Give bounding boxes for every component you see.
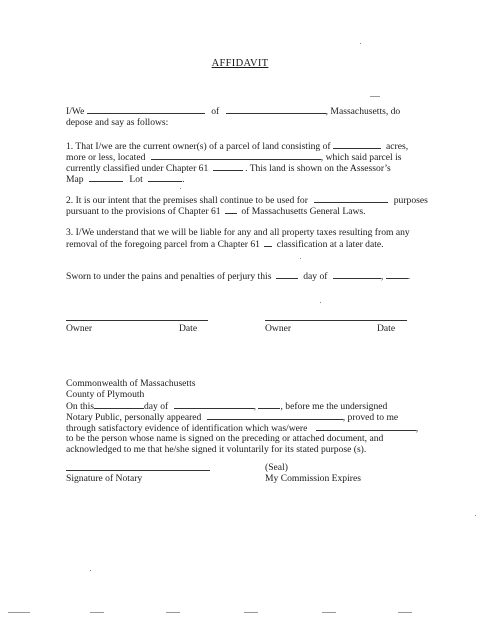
scan-edge-mark (90, 612, 104, 613)
name-blank (87, 105, 205, 114)
scan-edge-mark (8, 612, 30, 613)
owner2-signature-line (265, 320, 407, 321)
para2-laws-label: of Massachusetts General Laws. (241, 206, 366, 217)
sworn-period: . (407, 271, 411, 282)
owner1-signature-line (66, 320, 208, 321)
location-blank (151, 151, 321, 160)
notary-day-blank (94, 400, 144, 409)
para2-chapter-label: pursuant to the provisions of Chapter 61 (66, 206, 221, 217)
scan-mark (370, 96, 380, 97)
intro-of-label: of (211, 106, 220, 117)
para1-text-b: acres, (386, 141, 409, 152)
para1-chapter-label: currently classified under Chapter 61 (66, 163, 209, 174)
owner2-label: Owner (265, 323, 292, 334)
sworn-year-blank (386, 270, 408, 279)
date1-label: Date (179, 323, 198, 334)
map-blank (89, 173, 123, 182)
scan-edge-mark (166, 612, 180, 613)
notary-signature-line (66, 470, 210, 471)
scan-speck (360, 43, 361, 44)
notary-dayof-label: day of (144, 401, 169, 412)
intro-line-1 (66, 105, 400, 117)
scan-speck (90, 570, 91, 571)
notary-evidence-label: through satisfactory evidence of identification which was/were (66, 423, 308, 434)
owner1-label: Owner (66, 323, 93, 334)
para2-chapter-blank (225, 205, 237, 214)
para2-line-2 (66, 205, 366, 217)
para1-located-label: more or less, located (66, 152, 146, 163)
notary-proved-label: , proved to me (342, 412, 399, 423)
para2-purposes-label: purposes (393, 195, 428, 206)
sworn-text: Sworn to under the pains and penalties of perjury this (66, 271, 272, 282)
sworn-line (66, 270, 410, 282)
notary-line-7: acknowledged to me that he/she signed it voluntarily for its stated purpose (s). (66, 444, 367, 455)
notary-person-blank (207, 411, 343, 420)
notary-appeared-label: Notary Public, personally appeared (66, 412, 202, 423)
map-label: Map (66, 174, 84, 185)
sworn-day-blank (276, 270, 298, 279)
para1-assessor-label: . This land is shown on the Assessor’s (245, 163, 391, 174)
lot-blank (148, 173, 182, 182)
notary-year-blank (258, 400, 280, 409)
notary-id-comma: , (415, 423, 419, 434)
scan-speck (320, 302, 321, 303)
para3-chapter-label: removal of the foregoing parcel from a Chapter 61 (66, 239, 260, 250)
commission-expires-label: My Commission Expires (265, 473, 361, 484)
scan-edge-mark (398, 612, 412, 613)
notary-onthis-label: On this (66, 401, 94, 412)
lot-label: Lot (129, 174, 143, 185)
date2-label: Date (377, 323, 396, 334)
town-blank (226, 105, 326, 114)
scan-edge-mark (322, 612, 336, 613)
sworn-comma: , (380, 271, 384, 282)
para1-text-a: 1. That I/we are the current owner(s) of a parcel of land consisting of (66, 141, 331, 152)
para2-text-a: 2. It is our intent that the premises shall continue to be used for (66, 195, 308, 206)
intro-line-2: depose and say as follows: (66, 117, 169, 128)
notary-id-blank (316, 422, 416, 431)
scan-speck (180, 188, 181, 189)
sworn-month-blank (333, 270, 381, 279)
para3-later-label: classification at a later date. (276, 239, 384, 250)
intro-massachusetts-label: , Massachusetts, do (325, 106, 401, 117)
para1-parcel-label: , which said parcel is (320, 152, 402, 163)
scan-edge-mark (244, 612, 258, 613)
notary-line-6: to be the person whose name is signed on the preceding or attached document, and (66, 433, 384, 444)
para3-line-2 (66, 238, 384, 250)
scan-speck (300, 258, 301, 259)
purpose-blank (314, 194, 388, 203)
sworn-dayof-label: day of (303, 271, 328, 282)
para1-period: . (182, 174, 185, 185)
document-title: AFFIDAVIT (211, 58, 269, 69)
scan-speck (475, 515, 476, 516)
para3-line-1: 3. I/We understand that we will be liable for any and all property taxes resulting from any (66, 227, 410, 238)
seal-label: (Seal) (265, 462, 288, 473)
para1-line-4 (66, 173, 185, 185)
notary-comma: , (253, 401, 257, 412)
notary-undersigned-label: , before me the undersigned (280, 401, 388, 412)
acres-blank (333, 140, 381, 149)
commonwealth-label: Commonwealth of Massachusetts (66, 378, 196, 389)
notary-month-blank (174, 400, 254, 409)
notary-signature-label: Signature of Notary (66, 473, 143, 484)
intro-iwe-label: I/We (66, 106, 85, 117)
para3-chapter-blank (264, 238, 272, 247)
county-label: County of Plymouth (66, 389, 145, 400)
classification-blank (213, 162, 243, 171)
